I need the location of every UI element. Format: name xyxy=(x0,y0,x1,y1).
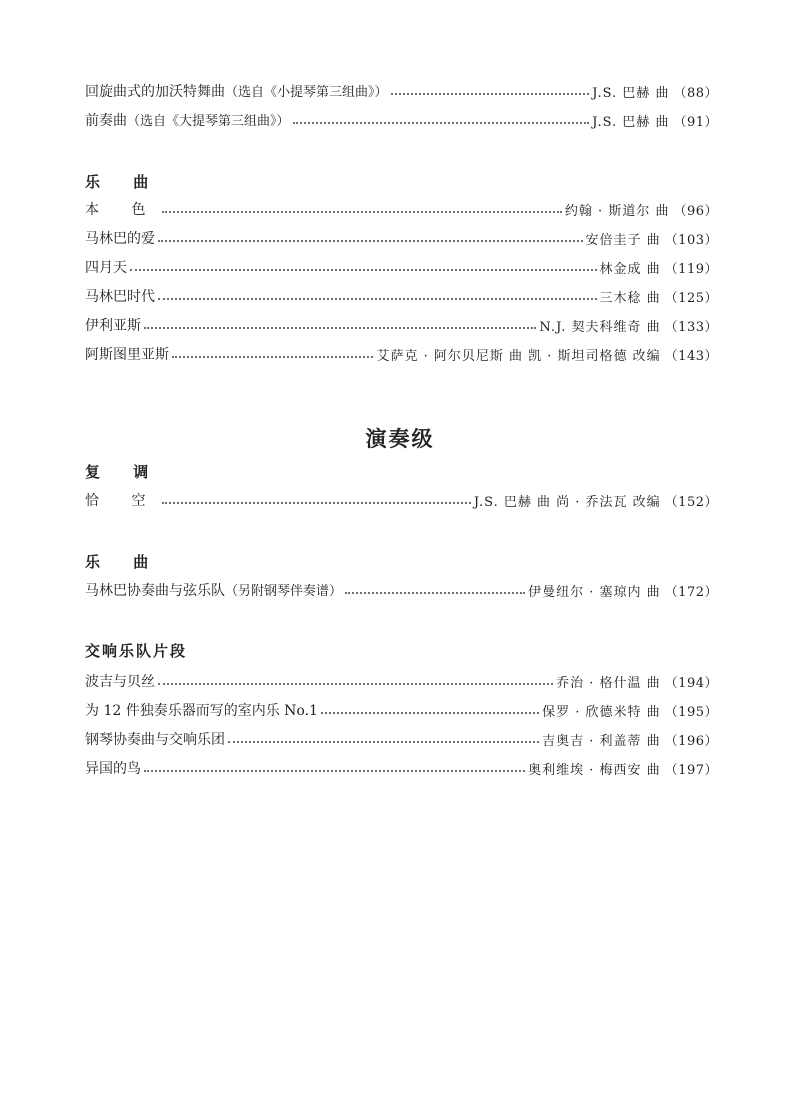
toc-entry xyxy=(85,757,718,779)
entry-page-number: （143） xyxy=(664,348,718,364)
entry-credit: 艾萨克 · 阿尔贝尼斯 曲 凯 · 斯坦司格德 改编 xyxy=(376,348,661,364)
entry-credit: 保罗 · 欣德米特 曲 xyxy=(542,704,661,720)
entry-credit: 奥利维埃 · 梅西安 曲 xyxy=(528,762,661,778)
entry-page-number: （172） xyxy=(664,584,718,600)
entry-page-number: （194） xyxy=(664,675,718,691)
dot-leader xyxy=(158,240,583,242)
toc-entry xyxy=(85,109,718,131)
entry-credit: 伊曼纽尔 · 塞琼内 曲 xyxy=(528,584,661,600)
entry-title: 马林巴的爱 xyxy=(85,231,155,247)
section-heading: 乐 曲 xyxy=(85,553,163,571)
dot-leader xyxy=(162,502,470,504)
entry-title: 波吉与贝丝 xyxy=(85,674,155,690)
entry-title: 前奏曲（选自《大提琴第三组曲》） xyxy=(85,113,290,129)
dot-leader xyxy=(158,298,597,300)
entry-title: 本 色 xyxy=(85,202,160,218)
dot-leader xyxy=(144,327,536,329)
toc-entry xyxy=(85,670,718,692)
entry-page-number: （195） xyxy=(664,704,718,720)
dot-leader xyxy=(391,93,590,95)
entry-title: 伊利亚斯 xyxy=(85,318,141,334)
toc-entry xyxy=(85,198,718,220)
section-heading: 复 调 xyxy=(85,463,163,481)
entry-credit: 吉奥吉 · 利盖蒂 曲 xyxy=(542,733,661,749)
entry-credit: 安倍圭子 曲 xyxy=(585,232,661,248)
entry-credit: J.S. 巴赫 曲 xyxy=(592,114,670,130)
section-heading: 交响乐队片段 xyxy=(85,642,188,660)
entry-title: 马林巴协奏曲与弦乐队（另附钢琴伴奏谱） xyxy=(85,583,343,599)
toc-entry xyxy=(85,285,718,307)
dot-leader xyxy=(172,356,373,358)
dot-leader xyxy=(162,211,561,213)
dot-leader xyxy=(345,592,525,594)
entry-page-number: （125） xyxy=(664,290,718,306)
entry-page-number: （88） xyxy=(673,85,718,101)
entry-credit: 三木稔 曲 xyxy=(599,290,661,306)
toc-entry xyxy=(85,699,718,721)
entry-title: 阿斯图里亚斯 xyxy=(85,347,169,363)
toc-entry xyxy=(85,227,718,249)
entry-title: 马林巴时代 xyxy=(85,289,155,305)
entry-page-number: （103） xyxy=(664,232,718,248)
dot-leader xyxy=(228,741,539,743)
entry-title: 回旋曲式的加沃特舞曲（选自《小提琴第三组曲》） xyxy=(85,84,388,100)
toc-entry xyxy=(85,343,718,365)
toc-entry xyxy=(85,579,718,601)
entry-title: 钢琴协奏曲与交响乐团 xyxy=(85,732,225,748)
entry-page-number: （197） xyxy=(664,762,718,778)
entry-page-number: （152） xyxy=(664,494,718,510)
entry-credit: 乔治 · 格什温 曲 xyxy=(556,675,661,691)
entry-page-number: （196） xyxy=(664,733,718,749)
entry-credit: J.S. 巴赫 曲 xyxy=(592,85,670,101)
toc-entry xyxy=(85,489,718,511)
entry-title: 异国的鸟 xyxy=(85,761,141,777)
dot-leader xyxy=(144,770,525,772)
toc-entry xyxy=(85,80,718,102)
entry-page-number: （91） xyxy=(673,114,718,130)
toc-entry xyxy=(85,728,718,750)
section-heading: 乐 曲 xyxy=(85,173,163,191)
dot-leader xyxy=(293,122,590,124)
dot-leader xyxy=(321,712,539,714)
dot-leader xyxy=(130,269,597,271)
entry-credit: 林金成 曲 xyxy=(599,261,661,277)
level-heading: 演奏级 xyxy=(365,427,435,451)
entry-page-number: （96） xyxy=(673,203,718,219)
entry-title: 为 12 件独奏乐器而写的室内乐 No.1 xyxy=(85,703,318,719)
entry-credit: J.S. 巴赫 曲 尚 · 乔法瓦 改编 xyxy=(473,494,661,510)
toc-entry xyxy=(85,314,718,336)
entry-page-number: （119） xyxy=(664,261,718,277)
entry-title: 四月天 xyxy=(85,260,127,276)
dot-leader xyxy=(158,683,553,685)
entry-credit: N.J. 契夫科维奇 曲 xyxy=(539,319,661,335)
entry-credit: 约翰 · 斯道尔 曲 xyxy=(564,203,670,219)
entry-page-number: （133） xyxy=(664,319,718,335)
toc-entry xyxy=(85,256,718,278)
entry-title: 恰 空 xyxy=(85,493,160,509)
